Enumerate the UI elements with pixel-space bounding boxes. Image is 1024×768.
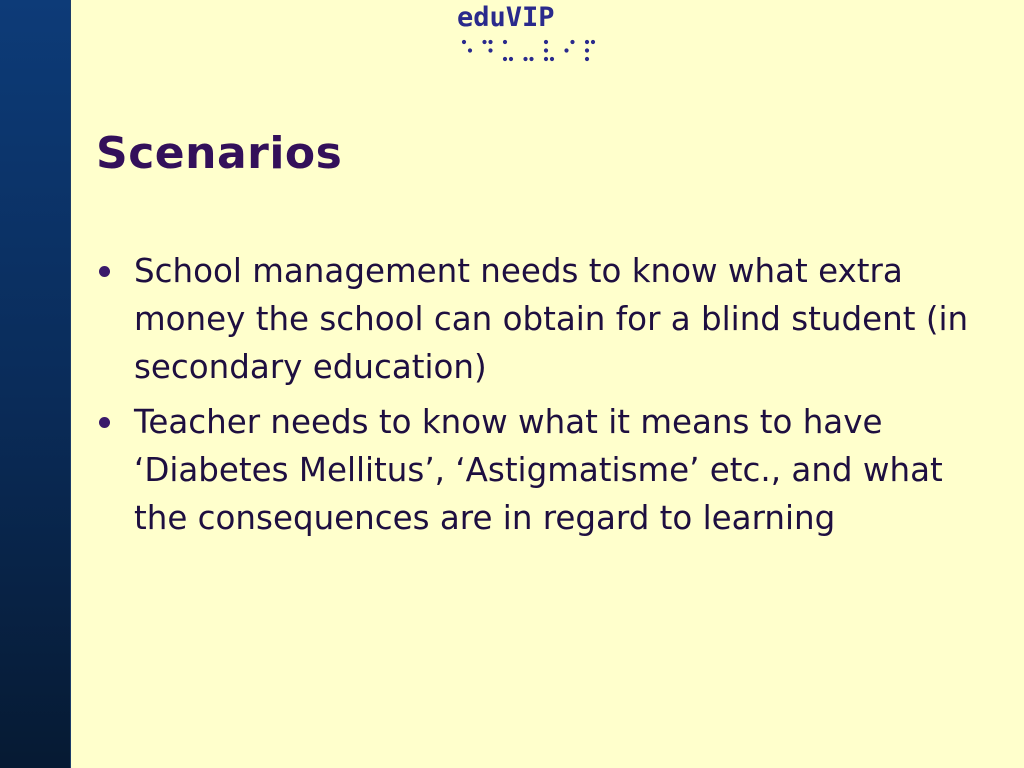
braille-dot xyxy=(550,57,554,61)
braille-dot xyxy=(509,57,513,61)
braille-dot xyxy=(482,40,486,44)
slide-title: Scenarios xyxy=(96,128,343,179)
braille-dot xyxy=(585,40,589,44)
braille-dot xyxy=(503,40,507,44)
eduvip-logo xyxy=(452,2,612,74)
bullet-item xyxy=(96,398,986,542)
braille-dot xyxy=(564,48,568,52)
braille-dot xyxy=(488,48,492,52)
bullet-marker xyxy=(99,417,110,428)
braille-dot xyxy=(585,48,589,52)
braille-dot xyxy=(529,57,533,61)
bullet-text: Teacher needs to know what it means to have ‘Diabetes Mellitus’, ‘Astigmatisme’ etc., and what the consequences are in regard to learning xyxy=(134,403,943,537)
braille-dot xyxy=(591,40,595,44)
braille-dot xyxy=(523,57,527,61)
braille-dot xyxy=(544,48,548,52)
braille-dot xyxy=(468,48,472,52)
braille-dots xyxy=(452,38,612,74)
braille-dot xyxy=(503,57,507,61)
bullet-item xyxy=(96,247,986,391)
braille-dot xyxy=(585,57,589,61)
braille-dot xyxy=(544,40,548,44)
braille-dot xyxy=(570,40,574,44)
logo-text: eduVIP xyxy=(457,2,555,33)
left-sidebar-band xyxy=(0,0,71,768)
braille-dot xyxy=(488,40,492,44)
bullet-marker xyxy=(99,266,110,277)
braille-dot xyxy=(544,57,548,61)
bullet-text: School management needs to know what extra money the school can obtain for a blind student (in secondary education) xyxy=(134,252,969,386)
bullet-list xyxy=(96,247,986,549)
braille-dot xyxy=(462,40,466,44)
